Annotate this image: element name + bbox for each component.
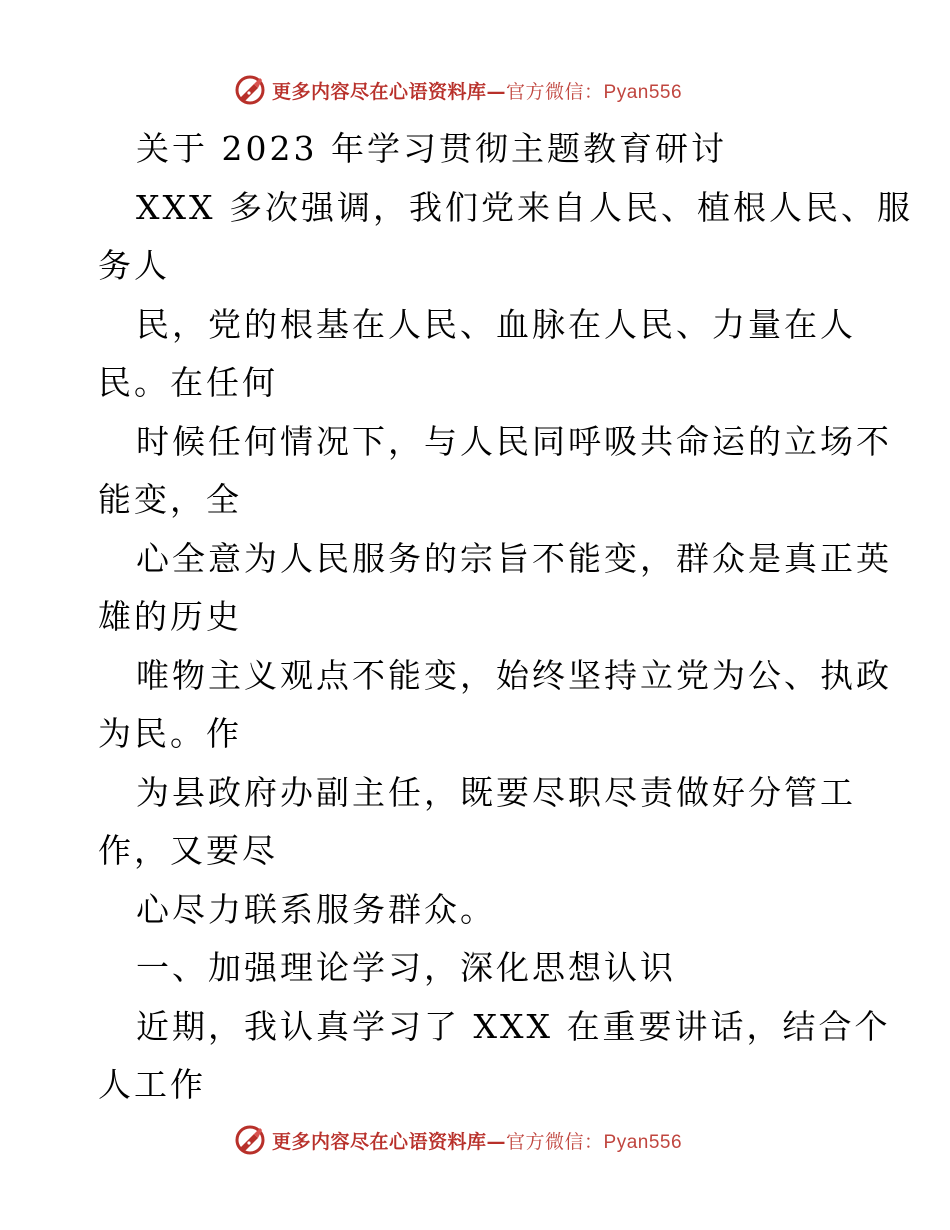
footer-banner-inner: [234, 1122, 682, 1158]
paragraph-line: 人工作: [98, 1065, 206, 1104]
paragraph-line: 为民。作: [98, 714, 242, 753]
paragraph-line: 能变，全: [98, 480, 242, 519]
paragraph-line: 心尽力联系服务群众。: [136, 889, 496, 929]
footer-banner-contact: 官方微信：Pyan556: [506, 1131, 683, 1153]
paragraph-line: 唯物主义观点不能变，始终坚持立党为公、执政: [136, 655, 892, 695]
paragraph-line: XXX 多次强调，我们党来自人民、植根人民、服: [136, 187, 913, 227]
paragraph-line: 民。在任何: [98, 363, 278, 402]
footer-banner-dash: —: [486, 1130, 507, 1153]
header-banner-text: [272, 77, 682, 104]
document-body: [98, 120, 913, 1115]
footer-banner: [0, 1120, 950, 1160]
footer-banner-text: [272, 1127, 682, 1154]
header-banner: [0, 70, 950, 110]
paragraph-line: 作，又要尽: [98, 831, 278, 870]
footer-banner-title: 更多内容尽在心语资料库: [272, 1130, 487, 1153]
paragraph-line: 为县政府办副主任，既要尽职尽责做好分管工: [136, 772, 856, 812]
pen-nib-logo-icon: [234, 74, 266, 106]
header-banner-title: 更多内容尽在心语资料库: [272, 80, 487, 103]
header-banner-inner: [234, 72, 682, 108]
paragraph-line: 民，党的根基在人民、血脉在人民、力量在人: [136, 304, 856, 344]
paragraph-line: 务人: [98, 246, 170, 285]
paragraph-line: 雄的历史: [98, 597, 242, 636]
paragraph-line: 时候任何情况下，与人民同呼吸共命运的立场不: [136, 421, 892, 461]
header-banner-dash: —: [486, 80, 507, 103]
paragraph-line: 近期，我认真学习了 XXX 在重要讲话，结合个: [136, 1006, 891, 1046]
section-heading: 一、加强理论学习，深化思想认识: [136, 948, 676, 987]
pen-nib-logo-icon: [234, 1124, 266, 1156]
header-banner-contact: 官方微信：Pyan556: [506, 81, 683, 103]
paragraph-line: 心全意为人民服务的宗旨不能变，群众是真正英: [136, 538, 892, 578]
document-title: 关于 2023 年学习贯彻主题教育研讨: [136, 129, 727, 168]
